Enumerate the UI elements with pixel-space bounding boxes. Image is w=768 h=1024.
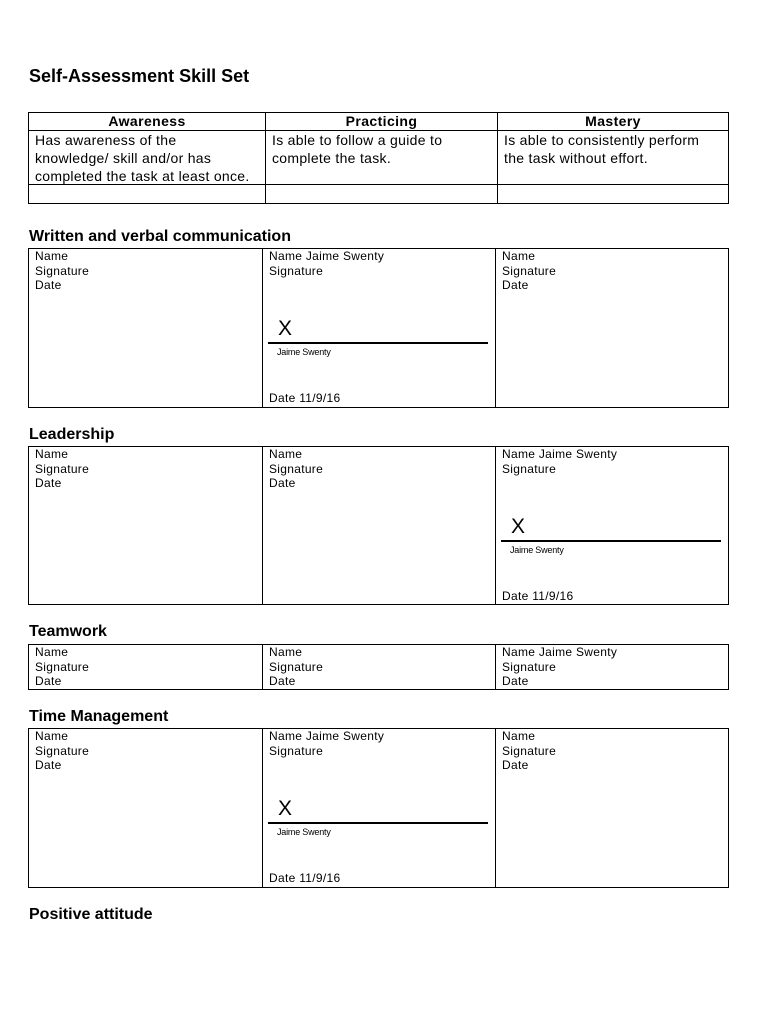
description-line: completed the task at least once. [35,168,250,184]
cell-awareness [29,249,263,407]
date-value: 11/9/16 [532,589,574,603]
date-label: Date [502,278,529,292]
cell-awareness [29,447,263,604]
date-value: 11/9/16 [299,391,341,405]
signoff-table [28,644,729,690]
date-label: Date [35,278,62,292]
signature-label: Signature [35,659,90,674]
scale-description-awareness [29,131,266,185]
signature-label: Signature [35,263,90,278]
signature-label: Signature [269,461,324,476]
scale-empty-cell [266,185,498,203]
cell-mastery [496,645,728,689]
name-label: Name [502,645,536,659]
date-value: 11/9/16 [299,871,341,885]
scale-empty-cell [29,185,266,203]
cell-practicing [263,645,496,689]
signature-x-mark: X [511,515,526,538]
name-line [269,249,495,264]
name-label: Name [269,645,303,659]
cell-awareness [29,645,263,689]
scale-header-practicing: Practicing [266,113,498,131]
signoff-table [28,446,729,605]
description-line: Is able to consistently perform [504,132,700,148]
date-label: Date [269,476,296,490]
signature-label: Signature [35,461,90,476]
date-line [502,589,573,604]
date-label: Date [35,476,62,490]
section-title: Time Management [29,708,169,725]
name-line [502,729,728,744]
section-title: Written and verbal communication [29,228,291,245]
signer-name: Jaime Swenty [277,827,331,837]
name-line [502,447,728,462]
name-line [269,447,495,462]
cell-practicing [263,249,496,407]
name-value: Jaime Swenty [305,729,385,743]
name-line [35,249,262,264]
signature-line [268,822,488,824]
name-label: Name [502,447,536,461]
name-label: Name [35,645,69,659]
signature-label: Signature [502,743,557,758]
signature-line [268,342,488,344]
description-line: the task without effort. [504,150,648,166]
signature-label: Signature [269,743,324,758]
name-label: Name [35,729,69,743]
signature-label: Signature [502,659,557,674]
name-label: Name [269,729,303,743]
date-line [269,391,340,406]
scale-description-practicing [266,131,498,185]
name-line [269,645,495,660]
section-title: Positive attitude [29,906,153,923]
scale-header-awareness: Awareness [29,113,266,131]
description-line: complete the task. [272,150,392,166]
signature-label: Signature [35,743,90,758]
name-line [35,645,262,660]
name-value: Jaime Swenty [305,249,385,263]
section-title: Leadership [29,426,115,443]
signer-name: Jaime Swenty [510,545,564,555]
date-label: Date [269,674,296,688]
name-label: Name [35,447,69,461]
signature-x-mark: X [278,797,293,820]
date-label: Date [35,674,62,688]
section-title: Teamwork [29,623,107,640]
signoff-table [28,728,729,888]
name-label: Name [35,249,69,263]
cell-mastery [496,729,728,887]
name-label: Name [269,447,303,461]
scale-empty-cell [498,185,728,203]
date-line [269,871,340,886]
signer-name: Jaime Swenty [277,347,331,357]
name-line [35,729,262,744]
signature-x-mark: X [278,317,293,340]
cell-awareness [29,729,263,887]
name-label: Name [502,249,536,263]
document-title: Self-Assessment Skill Set [29,66,250,86]
name-line [502,249,728,264]
skill-scale-table [28,112,729,204]
scale-header-mastery: Mastery [498,113,728,131]
cell-mastery [496,447,728,604]
scale-description-mastery [498,131,728,185]
name-line [35,447,262,462]
cell-practicing [263,729,496,887]
name-line [269,729,495,744]
date-label: Date [502,758,529,772]
signature-line [501,540,721,542]
date-label: Date [35,758,62,772]
date-label: Date [269,391,296,405]
cell-mastery [496,249,728,407]
description-line: Has awareness of the [35,132,177,148]
name-label: Name [269,249,303,263]
signoff-table [28,248,729,408]
date-label: Date [502,589,529,603]
signature-label: Signature [269,659,324,674]
name-line [502,645,728,660]
name-label: Name [502,729,536,743]
description-line: knowledge/ skill and/or has [35,150,212,166]
date-label: Date [502,674,529,688]
signature-label: Signature [502,461,557,476]
signature-label: Signature [269,263,324,278]
name-value: Jaime Swenty [538,645,618,659]
name-value: Jaime Swenty [538,447,618,461]
cell-practicing [263,447,496,604]
signature-label: Signature [502,263,557,278]
date-label: Date [269,871,296,885]
description-line: Is able to follow a guide to [272,132,443,148]
